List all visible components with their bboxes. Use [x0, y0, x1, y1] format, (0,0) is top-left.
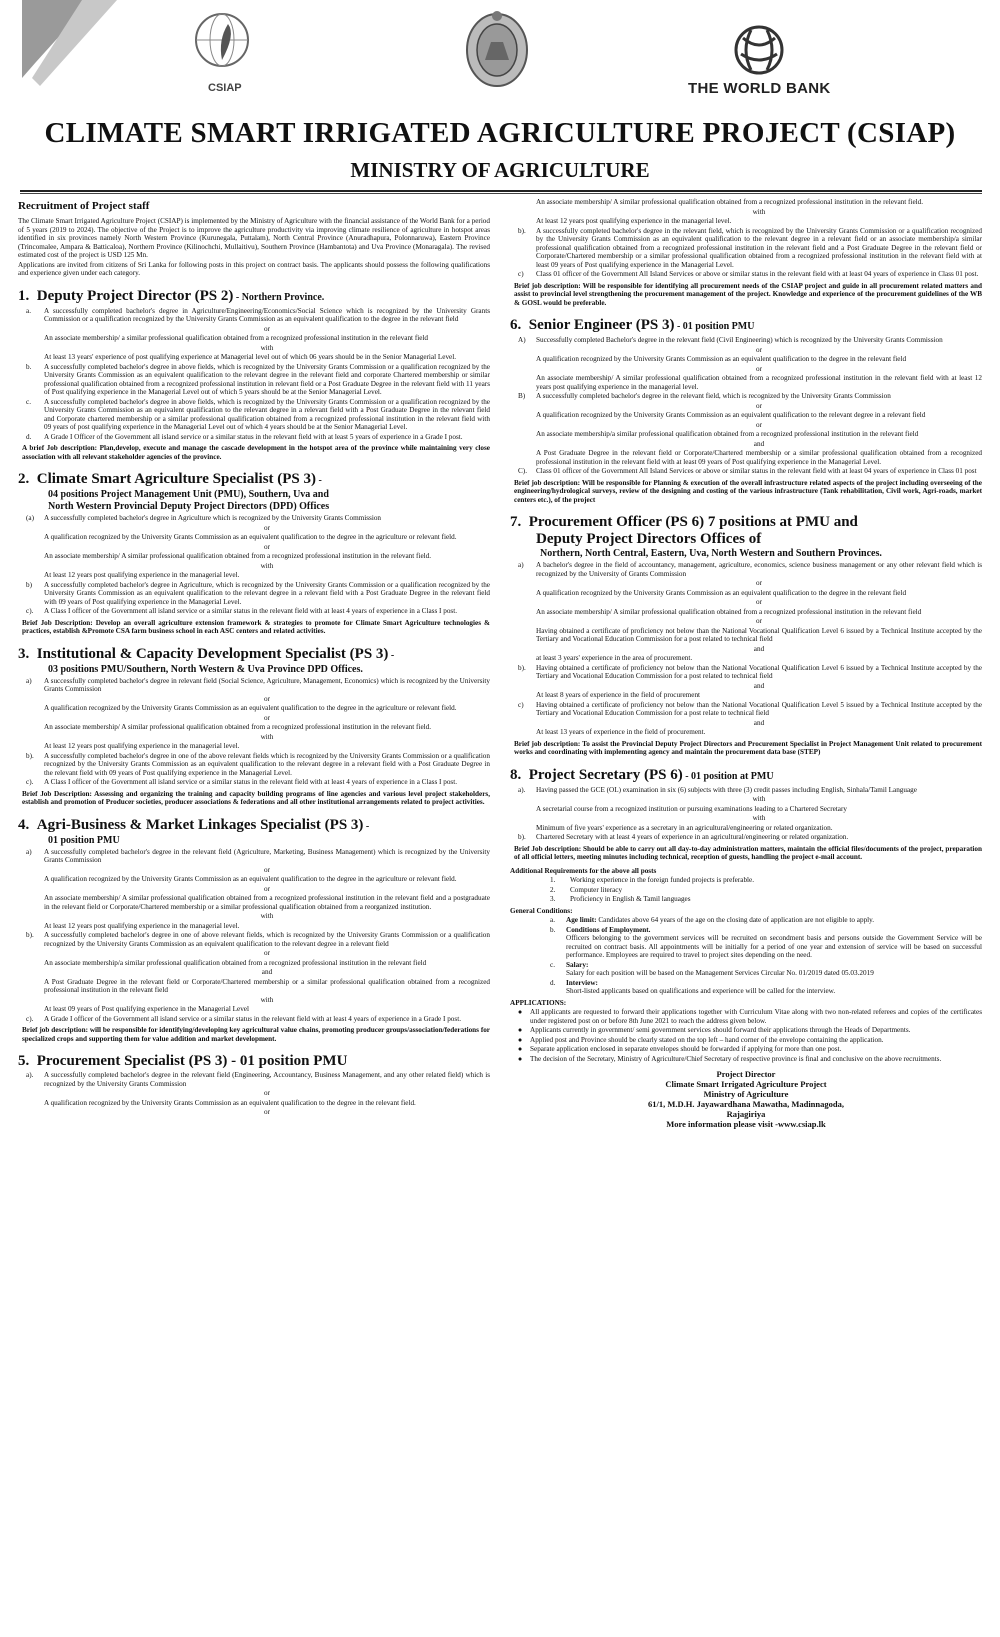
- job-description: A brief Job description: Plan,develop, execute and manage the cascade development in the hotspot area of the province while maintaining very close association with all relevant stakeholder agencies of the province.: [22, 444, 490, 461]
- recruitment-heading: Recruitment of Project staff: [18, 200, 150, 212]
- additional-requirements-heading: Additional Requirements for the above all posts: [510, 866, 657, 875]
- section-title: Deputy Project Director (PS 2): [36, 287, 234, 304]
- qualification-item: c) Having obtained a certificate of proficiency not below than the National Vocational Qualification Level 5 issued by a Technical Institute accepted by the Tertiary and Vocational Education Commission for a post relate to technical field: [518, 700, 982, 717]
- bullet-icon: ●: [517, 1008, 523, 1016]
- qualification-item: a) A successfully completed bachelor's degree in relevant field (Social Science, Agriculture, Management, Economics) which is recognized by the University Grants Commission: [26, 676, 490, 693]
- application-bullet: ● Applicants currently in government/ semi government services should forward their applications through the Heads of Departments.: [510, 1026, 982, 1035]
- qualification-item: b). Chartered Secretary with at least 4 years of experience in an agricultural/engineering or related organization.: [518, 833, 849, 841]
- world-bank-globe-icon: [733, 24, 785, 76]
- contact-address: Project Director Climate Smart Irrigated Agriculture Project Ministry of Agriculture 61/1, M.D.H. Jayawardhana Mawatha, Madinnagoda, Rajagiriya More information please visit -www.csiap.lk: [510, 1069, 982, 1129]
- section-climate-smart-agriculture-specialist: 2. Climate Smart Agriculture Specialist (PS 3) -: [18, 471, 322, 487]
- section-number: 1.: [18, 287, 30, 304]
- application-bullet: ● All applicants are requested to forward their applications together with Curriculum Vitae along with two non-related referees and copies of the certificates under registered post on or before 8th June 2021 to reach the address given below.: [510, 1008, 982, 1025]
- application-bullet: ● The decision of the Secretary, Ministry of Agriculture/Chief Secretary of respective province is final and conclusive on the above recruitments.: [510, 1055, 982, 1064]
- job-description: Brief Job description: Should be able to carry out all day-to-day administration matters, maintain the official files/documents of the project, preparation of all official letters, meeting minutes including technical, reception of guests, handling the project e-mail account.: [514, 844, 982, 861]
- qualification-item: b) A successfully completed bachelor's degree in Agriculture, which is recognized by the University Grants Commission or a qualification recognized by the University Grants Commission as an equivalent qualification to the relevant degree in a relevant field with a Post Graduate Degree in the relevant field with 09 years of Post qualifying experience in the Managerial Level.: [26, 580, 490, 606]
- qualification-item: B) A successfully completed bachelor's degree in the relevant field, which is recognized by the University Grants Commission: [518, 392, 891, 400]
- job-description: Brief Job Description: Assessing and organizing the training and capacity building programs of line agencies and various level project stakeholders, establish and promotion of Producer societies, producer associations & federations and all other institutional arrangements related to project activities.: [22, 789, 490, 806]
- section-senior-engineer: 6. Senior Engineer (PS 3) - 01 position PMU: [510, 317, 755, 333]
- qualification-item: d. A Grade I Officer of the Government all island service or a similar status in the relevant field with at least 5 years of experience in a Grade I post.: [26, 432, 463, 441]
- condition-interview: d. Interview:: [550, 978, 598, 987]
- intro-paragraph-2: Applications are invited from citizens of Sri Lanka for following posts in this project on contract basis. The applicants should possess the following qualifications and experience given under each category.: [18, 260, 490, 277]
- list-item: 3. Proficiency in English & Tamil languages: [550, 895, 691, 903]
- application-bullet: ● Applied post and Province should be clearly stated on the top left – hand corner of the envelope containing the application.: [510, 1036, 982, 1045]
- section-project-secretary: 8. Project Secretary (PS 6) - 01 position at PMU: [510, 766, 774, 783]
- bullet-icon: ●: [517, 1054, 523, 1063]
- condition-age: a. Age limit: Candidates above 64 years of the age on the closing date of application are not eligible to apply.: [550, 916, 875, 924]
- section-title-tail: - Northern Province.: [233, 291, 325, 303]
- title-divider-thin: [20, 193, 982, 194]
- condition-employment: b. Conditions of Employment.: [550, 925, 651, 934]
- qualification-item: c). A Class I officer of the Government all island service or a similar status in the relevant field with at least 4 years of experience in a Class I post.: [26, 607, 458, 615]
- section-title-line-2: Deputy Project Directors Offices of: [536, 531, 762, 547]
- list-item: 1. Working experience in the foreign funded projects is preferable.: [550, 876, 755, 884]
- ministry-title: MINISTRY OF AGRICULTURE: [350, 158, 650, 182]
- section-deputy-project-director: [18, 288, 490, 306]
- qualification-item: c) Class 01 officer of the Government All Island Services or above or similar status in the relevant field with at least 04 years of experience in Class 01 post.: [518, 270, 979, 278]
- list-item: 2. Computer literacy: [550, 885, 623, 894]
- qualification-item: A) Successfully completed Bachelor's degree in the relevant field (Civil Engineering) which is recognized by the University Grants Commission: [518, 336, 943, 344]
- qualification-item: a) A bachelor's degree in the field of accountancy, management, agriculture, economics, science business management or any other relevant field which is recognized by the University of Grants Commission: [518, 561, 982, 578]
- intro-paragraph: The Climate Smart Irrigated Agriculture Project (CSIAP) is implemented by the Ministry of Agriculture with the financial assistance of the World Bank for a period of 5 years (2019 to 2024). The objective of the Project is to improve the agriculture productivity via improving climate resilience of agriculture in hotspot areas identified in six provinces namely North Western Province (Kurunegala, Puttalam), North Central Province (Anuradhapura, Polonnaruwa), Eastern Province (Trincomalee, Ampara & Batticaloa), Northern Province (Kilinochchi, Mullaitivu), Southern Province (Hambantota) and Uva Province (Monaragala). The revised estimated cost of the project is USD 125 Mn.: [18, 217, 490, 259]
- job-description: Brief job description: Will be responsible for identifying all procurement needs of the CSIAP project and guide in all procurement related matters and assist to provincial level strengthening the procurement management of the project. Knowledge and experience of the procurement guidelines of the WB & GOSL would be preferable.: [514, 281, 982, 307]
- job-description: Brief job description: will be responsible for identifying/developing key agricultural value chains, promoting producer groups/association/federations for specialized crops and supporting them for value addition and market development.: [22, 1026, 490, 1043]
- qualification-item: c). A Class I officer of the Government all island service or a similar status in the relevant field with at least 4 years of experience in a Class I post.: [26, 778, 458, 786]
- qualification-item: b). A successfully completed bachelor's degree in one of the above relevant fields which is recognized by the University Grants Commission or a qualification recognized by the University Grants Commission as an equivalent qualification to the relevant degree in a relevant field with a Post Graduate Degree in the relevant field with 09 years of Post qualifying experience in the Managerial Level.: [26, 751, 490, 777]
- job-description: Brief Job Description: Develop an overall agriculture extension framework & strategies to promote for Climate Smart Agriculture technologies & practices, establish &Promote CSA farm business school in each ASC centers and related activities.: [22, 618, 490, 635]
- qualification-item: b). A successfully completed bachelor's degree in one of above relevant fields, which is recognized by the University Grants Commission or a qualification recognized by the University Grants Commission as an equivalent qualification to the relevant degree in a relevant field: [26, 931, 490, 948]
- qualification-item: c. A successfully completed bachelor's degree in above fields, which is recognized by the University Grants Commission or a qualification recognized by the University Grants Commission as an equivalent qualification to the relevant degree in a relevant field with a Post Graduate Degree in the relevant field and Corporate chartered membership or a similar professional qualification obtained from a recognized professional institution in the relevant field with 09 years of post qualifying experience in the Managerial Level out of which 4 years should be at the Senior Managerial Level.: [26, 397, 490, 431]
- job-description: Brief job description: Will be responsible for Planning & execution of the overall infrastructure related aspects of the project including overseeing of the engineering/hydrological surveys, review of the designing and costing of the various infrastructure (Tank rehabilitation, Civil work, Agri-roads, market centers etc.), of the project: [514, 478, 982, 504]
- qualification-item: a). Having passed the GCE (OL) examination in six (6) subjects with three (3) credit passes including English, Sinhala/Tamil Language: [518, 785, 917, 794]
- qualification-item: a. A successfully completed bachelor's degree in Agriculture/Engineering/Economics/Social Science which is recognized by the University Grants Commission or a qualification recognized by the University Grants Commission as an equivalent qualification to the degree in the relevant field: [26, 306, 490, 323]
- bullet-icon: ●: [517, 1026, 523, 1034]
- qualification-item: b. A successfully completed bachelor's degree in above fields, which is recognized by the University Grants Commission or a qualification recognized by the University Grants Commission as an equivalent qualification to the relevant degree in the relevant field and corporate Chartered membership or similar professional qualification obtained from a recognized professional institution in relevant field or a Post Graduate Degree in the relevant field with 11 years of Post qualifying experience in the Managerial Level out of which 5 years should be at the Senior Managerial Level.: [26, 362, 490, 396]
- title-divider: [20, 190, 982, 192]
- qualification-item: b). A successfully completed bachelor's degree in the relevant field, which is recognized by the University Grants Commission or a qualification recognized by the University Grants Commission as an equivalent qualification to the relevant degree in a relevant field or an associate membership/a similar professional qualification obtained from a recognized professional institution in the relevant field and a Post Graduate Degree in the relevant field or Corporate/Chartered membership or a similar professional qualification obtained from a recognized professional institution in the relevant field with at least 09 years of Post qualifying experience in the Managerial Level.: [518, 226, 982, 269]
- bullet-icon: ●: [517, 1035, 523, 1044]
- sri-lanka-emblem: [463, 8, 531, 88]
- qualification-item: (a) A successfully completed bachelor's degree in Agriculture which is recognized by the University Grants Commission: [26, 514, 382, 522]
- right-column: An associate membership/ A similar professional qualification obtained from a recognized professional institution in the relevant field. with At least 12 years post qualifying experience in the managerial level. b). A successfully completed bachelor's degree in the relevant field, which is recognized by the University Grants Commission or a qualification recognized by the University Grants Commission as an equivalent qualification to the relevant degree in a relevant field or an associate membership/a similar professional qualification obtained from a recognized professional institution in the relevant field and a Post Graduate Degree in the relevant field or Corporate/Chartered membership or a similar professional qualification obtained from a recognized professional institution in the relevant field with at least 09 years of Post qualifying experience in the Managerial Level. c) Class 01 officer of the Government All Island Services or above or similar status in the relevant field with at least 04 years of experience in Class 01 post. Brief job description: Will be responsible for identifying all procurement needs of the CSIAP project and guide in all procurement related matters and assist to provincial level strengthening the procurement management of the project. Knowledge and experience of the procurement guidelines of the WB & GOSL would be preferable. 6. Senior Engineer (PS 3) - 01 position PMU A) Successfully completed Bachelor's degree in the relevant field (Civil Engineering) which is recognized by the University Grants Commission or A qualification recognized by the University Grants Commission as an equivalent qualification to the degree in the relevant field or An associate membership/ A similar professional qualification obtained from a recognized professional institution in the relevant field with at least 12 years post qualifying experience in the managerial level. B) A successfully completed bachelor's degree in the relevant field, which is recognized by the University Grants Commission or A qualification recognized by the University Grants Commission as an equivalent qualification to the relevant degree in a relevant field or An associate membership/a similar professional qualification obtained from a recognized professional institution in the relevant field and A Post Graduate Degree in the relevant field or Corporate/Chartered membership or a similar professional qualification obtained from a recognized professional institution in the relevant field with at least 09 years of Post qualifying experience in the Managerial Level. C). Class 01 officer of the Government All Island Services or above or similar status in the relevant field with at least 04 years of experience in Class 01 post Brief job description: Will be responsible for Planning & execution of the overall infrastructure related aspects of the project including overseeing of the engineering/hydrological surveys, review of the designing and costing of the various infrastructure (Tank rehabilitation, Civil work, Agri-roads, market centers etc.), of the project 7. Procurement Officer (PS 6) 7 positions at PMU and Deputy Project Directors Offices of Northern, North Central, Eastern, Uva, North Western and Southern Provinces. a) A bachelor's degree in the field of accountancy, management, agriculture, economics, science business management or any other relevant field which is recognized by the University of Grants Commission or A qualification recognized by the University Grants Commission as an equivalent qualification to the degree in the relevant field or An associate membership/ A similar professional qualification obtained from a recognized professional institution in the relevant field or Having obtained a certificate of proficiency not below than the National Vocational Qualification Level 6 issued by a Technical Institute accepted by the Tertiary and Vocational Education Commission for a post related to technical field and at least 3 years' experience in the area of procurement. b). Having obtained a certificate of proficiency not below than the National Vocational Qualification Level 6 issued by a Technical Institute accepted by the Tertiary and Vocational Education Commission for a post related to technical field and At least 8 years of experience in the field of procurement c) Having obtained a certificate of proficiency not below than the National Vocational Qualification Level 5 issued by a Technical Institute accepted by the Tertiary and Vocational Education Commission for a post relate to technical field and At least 13 years of experience in the field of procurement. Brief job description: To assist the Provincial Deputy Project Directors and Procurement Specialist in Project Management Unit related to procurement works and coordinating with implementing agency and maintain the procurement data base (STEP) 8. Project Secretary (PS 6) - 01 position at PMU a). Having passed the GCE (OL) examination in six (6) subjects with three (3) credit passes including English, Sinhala/Tamil Language with A secretarial course from a recognized institution or pursuing examinations leading to a Chartered Secretary with Minimum of five years' experience as a secretary in an agricultural/engineering or related organization. b). Chartered Secretary with at least 4 years of experience in an agricultural/engineering or related organization. Brief Job description: Should be able to carry out all day-to-day administration matters, maintain the official files/documents of the project, preparation of all official letters, meeting minutes including technical, reception of guests, handling the project e-mail account. Additional Requirements for the above all posts 1. Working experience in the foreign funded projects is preferable. 2. Computer literacy 3. Proficiency in English & Tamil languages General Conditions: a. Age limit: Candidates above 64 years of the age on the closing date of application are not eligible to apply. b. Conditions of Employment. Officers belonging to the government services will be recruited on secondment basis and persons outside the Government Service will be recruited on contract basis. All appointments will be initially for a period of one year and extension of service will be based on successful performance. Employees are required to travel to project sites depending on the need. c. Salary: Salary for each position will be based on the Management Services Circular No. 01/2019 dated 05.03.2019 d. Interview: Short-listed applicants based on qualifications and experience will be called for the interview. APPLICATIONS: ● All applicants are requested to forward their applications together with Curriculum Vitae along with two non-related referees and copies of the certificates under registered post on or before 8th June 2021 to reach the address given below. ● Applicants currently in government/ semi government services should forward their applications through the Heads of Departments. ● Applied post and Province should be clearly stated on the top left – hand corner of the envelope containing the application. ● Separate application enclosed in separate envelopes should be forwarded if applying for more than one post. ● The decision of the Secretary, Ministry of Agriculture/Chief Secretary of respective province is final and conclusive on the above recruitments. Project Director Climate Smart Irrigated Agriculture Project Ministry of Agriculture 61/1, M.D.H. Jayawardhana Mawatha, Madinnagoda, Rajagiriya More information please visit -www.csiap.lk: [510, 198, 982, 1129]
- qualification-item: c). A Grade I officer of the Government all island service or a similar status in the relevant field with at least 4 years of experience in a Grade I post.: [26, 1014, 461, 1023]
- page-header: [0, 0, 1000, 108]
- application-bullet: ● Separate application enclosed in separate envelopes should be forwarded if applying for more than one post.: [510, 1045, 982, 1054]
- section-procurement-specialist: 5. Procurement Specialist (PS 3) - 01 position PMU: [18, 1053, 348, 1069]
- job-description: Brief job description: To assist the Provincial Deputy Project Directors and Procurement Specialist in Project Management Unit related to procurement works and coordinating with implementing agency and maintain the procurement data base (STEP): [514, 739, 982, 756]
- qualification-item: b). Having obtained a certificate of proficiency not below than the National Vocational Qualification Level 6 issued by a Technical Institute accepted by the Tertiary and Vocational Education Commission for a post related to technical field: [518, 663, 982, 680]
- website-link[interactable]: More information please visit -www.csiap.lk: [666, 1119, 826, 1129]
- qualification-item: a). A successfully completed bachelor's degree in the relevant field (Engineering, Accountancy, Business Management, and any other related field) which is recognized by the University Grants Commission: [26, 1071, 490, 1088]
- section-agri-business-specialist: 4. Agri-Business & Market Linkages Specialist (PS 3) -: [18, 816, 370, 833]
- bullet-icon: ●: [517, 1045, 523, 1053]
- qualification-item: C). Class 01 officer of the Government All Island Services or above or similar status in the relevant field with at least 04 years of experience in Class 01 post: [518, 467, 977, 475]
- csiap-logo-text: CSIAP: [208, 82, 242, 94]
- qualification-item: a) A successfully completed bachelor's degree in the relevant field (Agriculture, Marketing, Business Management) which is recognized by the University Grants Commission: [26, 847, 490, 864]
- condition-salary: c. Salary:: [550, 960, 589, 969]
- section-procurement-officer: 7. Procurement Officer (PS 6) 7 positions at PMU and: [510, 514, 858, 530]
- page-title: CLIMATE SMART IRRIGATED AGRICULTURE PROJECT (CSIAP): [44, 117, 956, 149]
- world-bank-logo-text: THE WORLD BANK: [688, 80, 831, 97]
- applications-heading: APPLICATIONS:: [510, 998, 567, 1007]
- left-column: Recruitment of Project staff The Climate Smart Irrigated Agriculture Project (CSIAP) is implemented by the Ministry of Agriculture with the financial assistance of the World Bank for a period of 5 years (2019 to 2024). The objective of the Project is to improve the agriculture productivity via improving climate resilience of agriculture in hotspot areas identified in six provinces namely North Western Province (Kurunegala, Puttalam), North Central Province (Anuradhapura, Polonnaruwa), Eastern Province (Trincomalee, Ampara & Batticaloa), Northern Province (Kilinochchi, Mullaitivu), Southern Province (Hambantota) and Uva Province (Monaragala). The revised estimated cost of the project is USD 125 Mn. Applications are invited from citizens of Sri Lanka for following posts in this project on contract basis. The applicants should possess the following qualifications and experience given under each category. 1. Deputy Project Director (PS 2) - Northern Province. a. A successfully completed bachelor's degree in Agriculture/Engineering/Economics/Social Science which is recognized by the University Grants Commission or a qualification recognized by the University Grants Commission as an equivalent qualification to the degree in the relevant field or An associate membership/ a similar professional qualification obtained from a recognized professional institution in the relevant field with At least 13 years' experience of post qualifying experience at Managerial level out of which 06 years should be in the Senior Managerial Level. b. A successfully completed bachelor's degree in above fields, which is recognized by the University Grants Commission or a qualification recognized by the University Grants Commission as an equivalent qualification to the relevant degree in the relevant field and corporate Chartered membership or similar professional qualification obtained from a recognized professional institution in relevant field or a Post Graduate Degree in the relevant field with 11 years of Post qualifying experience in the Managerial Level out of which 5 years should be at the Senior Managerial Level. c. A successfully completed bachelor's degree in above fields, which is recognized by the University Grants Commission or a qualification recognized by the University Grants Commission as an equivalent qualification to the relevant degree in a relevant field with a Post Graduate Degree in the relevant field and Corporate chartered membership or a similar professional qualification obtained from a recognized professional institution in the relevant field with 09 years of post qualifying experience in the Managerial Level out of which 4 years should be at the Senior Managerial Level. d. A Grade I Officer of the Government all island service or a similar status in the relevant field with at least 5 years of experience in a Grade I post. A brief Job description: Plan,develop, execute and manage the cascade development in the hotspot area of the province while maintaining very close association with all relevant stakeholder agencies of the province. 2. Climate Smart Agriculture Specialist (PS 3) - 04 positions Project Management Unit (PMU), Southern, Uva and North Western Provincial Deputy Project Directors (DPD) Offices (a) A successfully completed bachelor's degree in Agriculture which is recognized by the University Grants Commission or A qualification recognized by the University Grants Commission as an equivalent qualification to the degree in the agriculture or relevant field. or An associate membership/ A similar professional qualification obtained from a recognized professional institution in the relevant field. with At least 12 years post qualifying experience in the managerial level. b) A successfully completed bachelor's degree in Agriculture, which is recognized by the University Grants Commission or a qualification recognized by the University Grants Commission as an equivalent qualification to the relevant degree in a relevant field with a Post Graduate Degree in the relevant field with 09 years of Post qualifying experience in the Managerial Level. c). A Class I officer of the Government all island service or a similar status in the relevant field with at least 4 years of experience in a Class I post. Brief Job Description: Develop an overall agriculture extension framework & strategies to promote for Climate Smart Agriculture technologies & practices, establish &Promote CSA farm business school in each ASC centers and related activities. 3. Institutional & Capacity Development Specialist (PS 3) - 03 positions PMU/Southern, North Western & Uva Province DPD Offices. a) A successfully completed bachelor's degree in relevant field (Social Science, Agriculture, Management, Economics) which is recognized by the University Grants Commission or A qualification recognized by the University Grants Commission as an equivalent qualification to the degree in the agriculture or relevant field. or An associate membership/ A similar professional qualification obtained from a recognized professional institution in the relevant field. with At least 12 years post qualifying experience in the managerial level. b). A successfully completed bachelor's degree in one of the above relevant fields which is recognized by the University Grants Commission or a qualification recognized by the University Grants Commission as an equivalent qualification to the relevant degree in a relevant field with a Post Graduate Degree in the relevant field with 09 years of Post qualifying experience in the Managerial Level. c). A Class I officer of the Government all island service or a similar status in the relevant field with at least 4 years of experience in a Class I post. Brief Job Description: Assessing and organizing the training and capacity building programs of line agencies and various level project stakeholders, establish and promotion of Producer societies, producer associations & federations and all other institutional arrangements related to project activities. 4. Agri-Business & Market Linkages Specialist (PS 3) - 01 position PMU a) A successfully completed bachelor's degree in the relevant field (Agriculture, Marketing, Business Management) which is recognized by the University Grants Commission or A qualification recognized by the University Grants Commission as an equivalent qualification to the degree in the agriculture or relevant field. or An associate membership/ A similar professional qualification obtained from a recognized professional institution in the relevant field and a postgraduate in the relevant field or Corporate/Chartered membership or a similar professional qualification obtained from a reorganized institution. with At least 12 years post qualifying experience in the managerial level. b). A successfully completed bachelor's degree in one of above relevant fields, which is recognized by the University Grants Commission or a qualification recognized by the University Grants Commission as an equivalent qualification to the relevant degree in a relevant field or An associate membership/a similar professional qualification obtained from a recognized professional institution in the relevant field and A Post Graduate Degree in the relevant field or Corporate/Chartered membership or a similar professional qualification obtained from a recognized professional institution in the relevant field with At least 09 years of Post qualifying experience in the Managerial Level c). A Grade I officer of the Government all island service or a similar status in the relevant field with at least 4 years of experience in a Grade I post. Brief job description: will be responsible for identifying/developing key agricultural value chains, promoting producer groups/association/federations for specialized crops and supporting them for value addition and market development. 5. Procurement Specialist (PS 3) - 01 position PMU a). A successfully completed bachelor's degree in the relevant field (Engineering, Accountancy, Business Management, and any other related field) which is recognized by the University Grants Commission or A qualification recognized by the University Grants Commission as an equivalent qualification to the degree in the relevant field. or: [18, 200, 490, 1116]
- general-conditions-heading: General Conditions:: [510, 906, 573, 915]
- section-institutional-capacity-specialist: 3. Institutional & Capacity Development Specialist (PS 3) -: [18, 645, 395, 662]
